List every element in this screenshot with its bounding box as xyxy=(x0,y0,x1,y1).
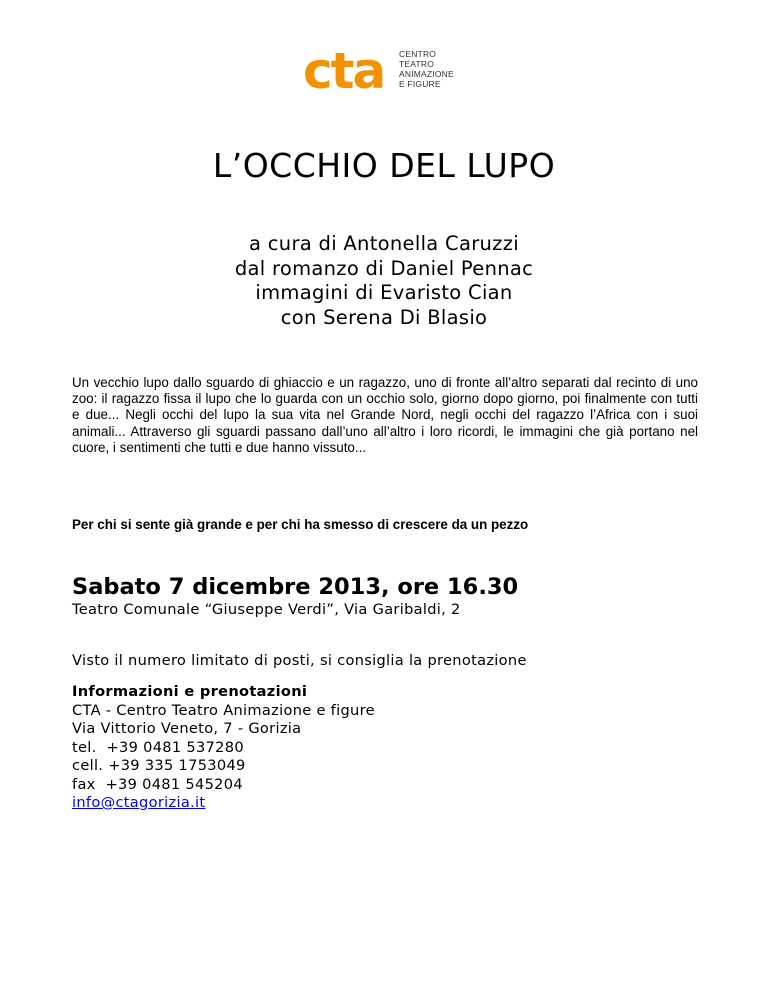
credits-block xyxy=(0,232,768,330)
credit-line: con Serena Di Blasio xyxy=(280,305,488,329)
logo-line: E FIGURE xyxy=(399,79,441,89)
credit-line: dal romanzo di Daniel Pennac xyxy=(234,256,534,280)
tagline: Per chi si sente già grande e per chi ha smesso di crescere da un pezzo xyxy=(72,517,529,532)
info-org: CTA - Centro Teatro Animazione e figure xyxy=(72,701,375,719)
info-heading: Informazioni e prenotazioni xyxy=(72,683,308,700)
credit-line: immagini di Evaristo Cian xyxy=(255,281,513,304)
logo-line: ANIMAZIONE xyxy=(399,69,454,79)
booking-notice: Visto il numero limitato di posti, si consiglia la prenotazione xyxy=(72,652,527,669)
event-date: Sabato 7 dicembre 2013, ore 16.30 xyxy=(72,574,519,600)
contact-info xyxy=(72,683,375,813)
logo-mark: cta xyxy=(303,42,385,100)
logo-line: CENTRO TEATRO xyxy=(399,49,437,69)
event-venue: Teatro Comunale “Giuseppe Verdi”, Via Garibaldi, 2 xyxy=(72,601,461,618)
info-email-line xyxy=(72,794,375,813)
page-title: L’OCCHIO DEL LUPO xyxy=(212,146,556,185)
credit-line: a cura di Antonella Caruzzi xyxy=(249,232,519,255)
info-cell: cell. +39 335 1753049 xyxy=(72,757,246,774)
info-tel: tel. +39 0481 537280 xyxy=(72,738,244,756)
description-paragraph: Un vecchio lupo dallo sguardo di ghiaccio e un ragazzo, uno di fronte all’altro separati dal recinto di uno zoo: il ragazzo fissa il lupo che lo guarda con un occhio solo, giorno dopo giorno, poi finalmente con tutti e due... Negli occhi del lupo la sua vita nel Grande Nord, negli occhi del ragazzo l’Africa con i suoi animali... Attraverso gli sguardi passano dall’uno all’altro i loro ricordi, le immagini che già portano nel cuore, i sentimenti che tutti e due hanno vissuto... xyxy=(72,375,698,455)
email-link[interactable]: info@ctagorizia.it xyxy=(72,794,206,811)
logo-subtitle xyxy=(399,49,473,89)
info-address: Via Vittorio Veneto, 7 - Gorizia xyxy=(72,720,302,737)
cta-logo xyxy=(303,42,473,100)
info-fax: fax +39 0481 545204 xyxy=(72,775,243,793)
